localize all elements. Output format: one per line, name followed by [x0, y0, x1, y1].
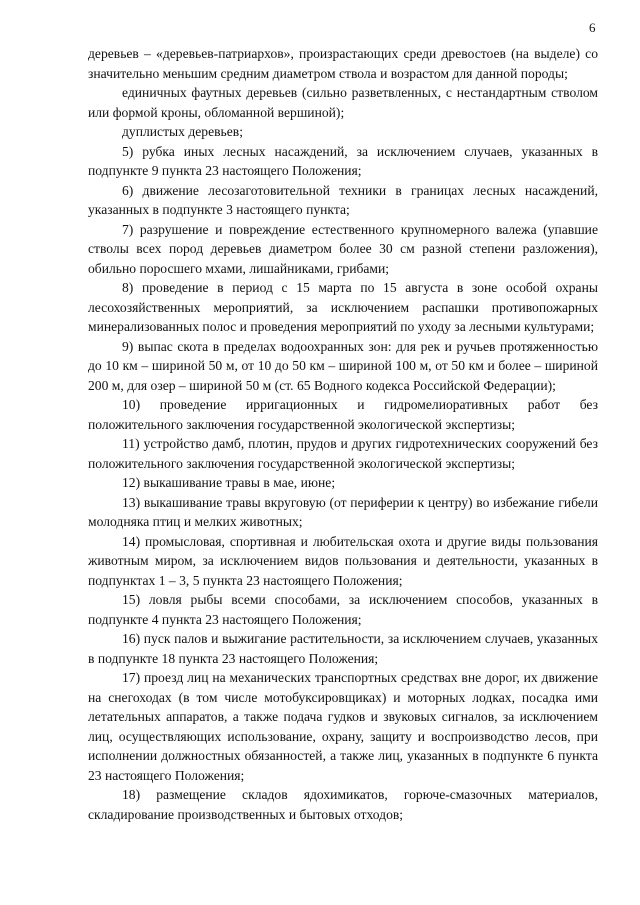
paragraph: 18) размещение складов ядохимикатов, горюче-смазочных материалов, складирование производственных и бытовых отходов; [88, 787, 598, 822]
paragraph: 7) разрушение и повреждение естественного крупномерного валежа (упавшие стволы всех пород деревьев диаметром более 30 см разной степени разложения), обильно поросшего мхами, лишайниками, грибами; [88, 221, 598, 276]
document-body [88, 44, 598, 824]
paragraph: 13) выкашивание травы вкруговую (от периферии к центру) во избежание гибели молодняка птиц и мелких животных; [88, 494, 598, 529]
paragraph: 16) пуск палов и выжигание растительности, за исключением случаев, указанных в подпункте 18 пункта 23 настоящего Положения; [88, 631, 598, 666]
paragraph: 9) выпас скота в пределах водоохранных зон: для рек и ручьев протяженностью до 10 км – шириной 50 м, от 10 до 50 км – шириной 100 м, от 50 км и более – шириной 200 м, для озер – шириной 50 м (ст. 65 Водного кодекса Российской Федерации); [88, 338, 598, 393]
paragraph: 6) движение лесозаготовительной техники в границах лесных насаждений, указанных в подпункте 3 настоящего пункта; [88, 182, 598, 217]
paragraph: 17) проезд лиц на механических транспортных средствах вне дорог, их движение на снегоходах (в том числе мотобуксировщиках) и моторных лодках, посадка ими летательных аппаратов, а также подача гудков и звуковых сигналов, за исключением лиц, осуществляющих использование, охрану, защиту и воспроизводство лесов, при исполнении должностных обязанностей, а также лиц, указанных в подпункте 6 пункта 23 настоящего Положения; [88, 670, 598, 783]
paragraph: 10) проведение ирригационных и гидромелиоративных работ без положительного заключения государственной экологической экспертизы; [88, 397, 598, 432]
paragraph: 12) выкашивание травы в мае, июне; [122, 475, 336, 490]
paragraph: единичных фаутных деревьев (сильно разветвленных, с нестандартным стволом или формой кроны, обломанной вершиной); [88, 85, 598, 120]
paragraph: 5) рубка иных лесных насаждений, за исключением случаев, указанных в подпункте 9 пункта 23 настоящего Положения; [88, 143, 598, 178]
paragraph: 14) промысловая, спортивная и любительская охота и другие виды пользования животным миром, за исключением видов пользования и деятельности, указанных в подпунктах 1 – 3, 5 пункта 23 настоящего Положения; [88, 533, 598, 588]
paragraph: 11) устройство дамб, плотин, прудов и других гидротехнических сооружений без положительного заключения государственной экологической экспертизы; [88, 436, 598, 471]
paragraph: 15) ловля рыбы всеми способами, за исключением способов, указанных в подпункте 4 пункта 23 настоящего Положения; [88, 592, 598, 627]
page-number: 6 [589, 20, 596, 35]
paragraph: дуплистых деревьев; [122, 124, 243, 139]
paragraph: деревьев – «деревьев-патриархов», произрастающих среди древостоев (на выделе) со значительно меньшим средним диаметром ствола и возрастом для данной породы; [88, 46, 598, 81]
paragraph: 8) проведение в период с 15 марта по 15 августа в зоне особой охраны лесохозяйственных мероприятий, за исключением распашки противопожарных минерализованных полос и проведения мероприятий по уходу за лесными культурами; [88, 280, 598, 334]
